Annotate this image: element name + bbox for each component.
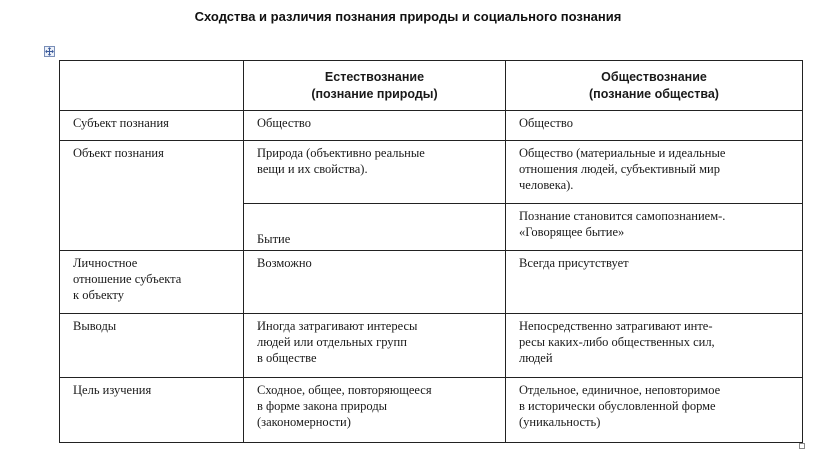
header-cell-empty bbox=[60, 61, 244, 111]
row-label: Личностное отношение субъекта к объекту bbox=[60, 251, 244, 314]
row-label: Выводы bbox=[60, 314, 244, 378]
table-row bbox=[60, 251, 803, 314]
table-resize-handle[interactable] bbox=[799, 443, 805, 449]
social-cell: Общество bbox=[506, 111, 803, 141]
natural-cell: Бытие bbox=[244, 204, 506, 251]
social-cell: Отдельное, единичное, неповторимое в исторически обусловленной форме (уникальность) bbox=[506, 378, 803, 443]
social-cell: Общество (материальные и идеальные отношения людей, субъективный мир человека). bbox=[506, 141, 803, 204]
natural-cell: Природа (объективно реальные вещи и их свойства). bbox=[244, 141, 506, 204]
table-move-handle-icon[interactable] bbox=[44, 46, 55, 57]
header-cell-natural-science: Естествознание (познание природы) bbox=[244, 61, 506, 111]
comparison-table bbox=[59, 60, 803, 443]
natural-cell: Иногда затрагивают интересы людей или отдельных групп в обществе bbox=[244, 314, 506, 378]
social-cell: Всегда присутствует bbox=[506, 251, 803, 314]
row-label: Цель изучения bbox=[60, 378, 244, 443]
natural-cell: Общество bbox=[244, 111, 506, 141]
table-row bbox=[60, 141, 803, 204]
social-cell: Познание становится самопознанием-. «Говорящее бытие» bbox=[506, 204, 803, 251]
natural-cell: Сходное, общее, повторяющееся в форме закона природы (закономерности) bbox=[244, 378, 506, 443]
natural-cell: Возможно bbox=[244, 251, 506, 314]
social-cell: Непосредственно затрагивают инте- ресы каких-либо общественных сил, людей bbox=[506, 314, 803, 378]
table-row bbox=[60, 378, 803, 443]
document-title: Сходства и различия познания природы и социального познания bbox=[194, 9, 622, 24]
table-row bbox=[60, 314, 803, 378]
row-label: Объект познания bbox=[60, 141, 244, 251]
table-row bbox=[60, 111, 803, 141]
row-label: Субъект познания bbox=[60, 111, 244, 141]
table-header-row bbox=[60, 61, 803, 111]
header-cell-social-science: Обществознание (познание общества) bbox=[506, 61, 803, 111]
